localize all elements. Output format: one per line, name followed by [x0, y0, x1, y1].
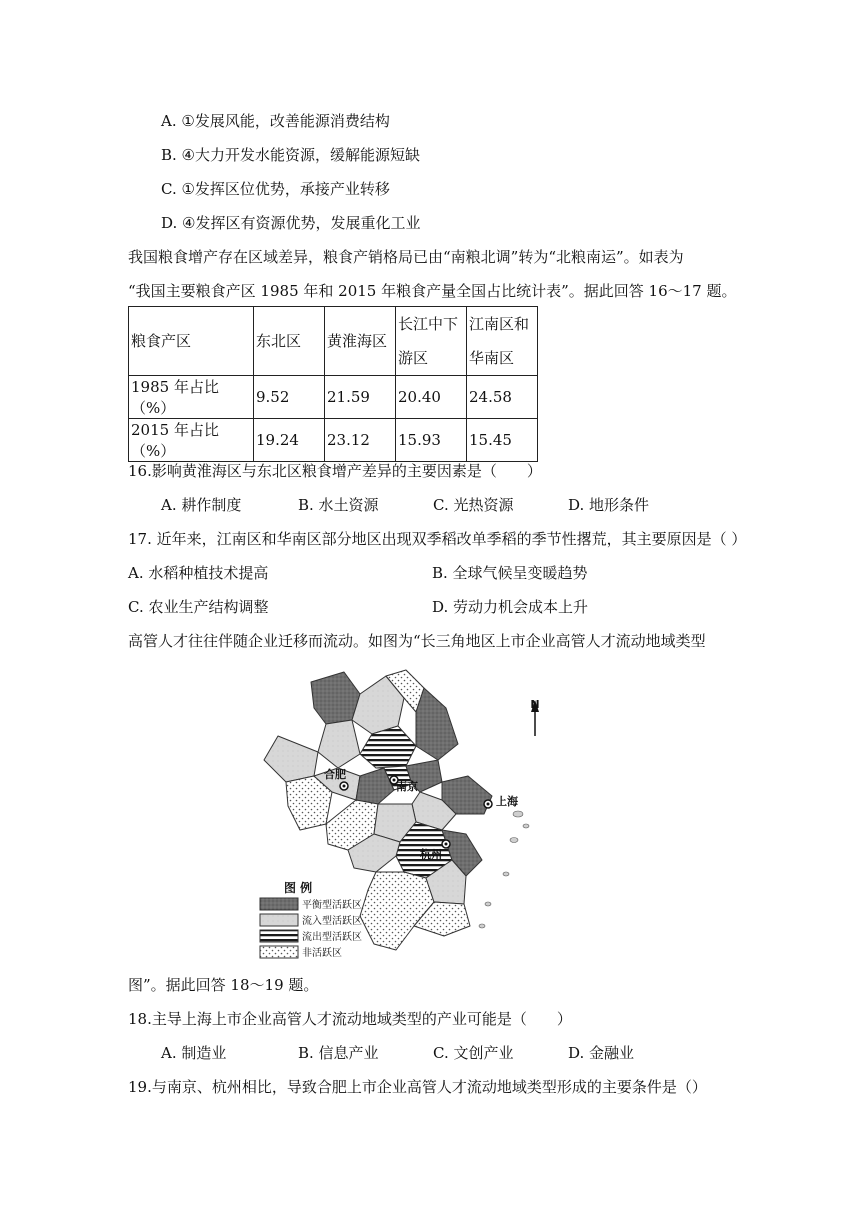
offshore-islands: [479, 811, 529, 928]
north-label: N: [530, 698, 540, 711]
q16-option-b: B. 水土资源: [298, 496, 379, 514]
q15-option-b: B. ④大力开发水能资源，缓解能源短缺: [161, 146, 421, 164]
legend-label-inflow: 流入型活跃区: [302, 916, 362, 927]
q15-option-c: C. ①发挥区位优势，承接产业转移: [161, 180, 390, 198]
intro-16-17-line2: “我国主要粮食产区 1985 年和 2015 年粮食产量全国占比统计表”。据此回答 16～17 题。: [128, 282, 737, 300]
city-nanjing: 南京: [396, 780, 418, 793]
q16-stem: 16.影响黄淮海区与东北区粮食增产差异的主要因素是（ ）: [128, 462, 542, 480]
city-hangzhou: 杭州: [420, 848, 442, 861]
q18-option-d: D. 金融业: [568, 1044, 635, 1062]
table-cell: 15.93: [396, 419, 467, 462]
legend-swatch-balanced: [260, 898, 298, 910]
table-cell: 15.45: [467, 419, 538, 462]
table-cell: 21.59: [325, 376, 396, 419]
table-cell: 19.24: [254, 419, 325, 462]
table-cell: 20.40: [396, 376, 467, 419]
table-row: [129, 419, 538, 462]
legend-swatch-inflow: [260, 914, 298, 926]
region-inflow: [264, 736, 318, 782]
region-balanced: [416, 688, 458, 760]
legend-title: 图 例: [284, 881, 313, 895]
q18-option-a: A. 制造业: [161, 1044, 227, 1062]
table-header-region: 江南区和华南区: [467, 307, 538, 376]
region-inactive: [360, 872, 434, 950]
intro-16-17-line1: 我国粮食增产存在区域差异，粮食产销格局已由“南粮北调”转为“北粮南运”。如表为: [128, 248, 684, 266]
q17-option-d: D. 劳动力机会成本上升: [432, 598, 589, 616]
q17-option-a: A. 水稻种植技术提高: [128, 564, 269, 582]
legend-label-inactive: 非活跃区: [302, 948, 342, 959]
q18-stem: 18.主导上海上市企业高管人才流动地域类型的产业可能是（ ）: [128, 1010, 572, 1028]
q17-option-b: B. 全球气候呈变暖趋势: [432, 564, 588, 582]
q17-stem: 17. 近年来，江南区和华南区部分地区出现双季稻改单季稻的季节性撂荒，其主要原因是（ ）: [128, 530, 747, 548]
yangtze-delta-talent-flow-map: [256, 664, 556, 964]
q16-option-c: C. 光热资源: [433, 496, 514, 514]
region-outflow: [360, 726, 416, 768]
legend-label-balanced: 平衡型活跃区: [302, 900, 362, 911]
table-header-label: 粮食产区: [129, 307, 254, 376]
q16-option-a: A. 耕作制度: [161, 496, 242, 514]
city-shanghai: 上海: [496, 795, 518, 808]
table-header-region: 长江中下游区: [396, 307, 467, 376]
q15-option-a: A. ①发展风能，改善能源消费结构: [161, 112, 390, 130]
q17-option-c: C. 农业生产结构调整: [128, 598, 269, 616]
table-row-label: 1985 年占比（%）: [129, 376, 254, 419]
table-row: [129, 376, 538, 419]
q19-stem: 19.与南京、杭州相比，导致合肥上市企业高管人才流动地域类型形成的主要条件是（）: [128, 1078, 707, 1096]
table-cell: 23.12: [325, 419, 396, 462]
table-row-label: 2015 年占比（%）: [129, 419, 254, 462]
q15-option-d: D. ④发挥区有资源优势，发展重化工业: [161, 214, 421, 232]
legend-label-outflow: 流出型活跃区: [302, 932, 362, 943]
table-header-region: 黄淮海区: [325, 307, 396, 376]
intro-18-19-line2: 图”。据此回答 18～19 题。: [128, 976, 319, 994]
table-cell: 9.52: [254, 376, 325, 419]
region-inflow: [318, 720, 360, 768]
legend-swatch-inactive: [260, 946, 298, 958]
q16-option-d: D. 地形条件: [568, 496, 650, 514]
table-header-row: [129, 307, 538, 376]
q18-option-c: C. 文创产业: [433, 1044, 514, 1062]
map-legend: [260, 880, 362, 959]
q18-option-b: B. 信息产业: [298, 1044, 379, 1062]
intro-18-19-line1: 高管人才往往伴随企业迁移而流动。如图为“长三角地区上市企业高管人才流动地域类型: [128, 632, 706, 650]
table-cell: 24.58: [467, 376, 538, 419]
north-arrow-icon: [530, 698, 539, 736]
legend-swatch-outflow: [260, 930, 298, 942]
city-hefei: 合肥: [324, 768, 346, 781]
table-header-region: 东北区: [254, 307, 325, 376]
grain-share-table: [128, 306, 538, 462]
